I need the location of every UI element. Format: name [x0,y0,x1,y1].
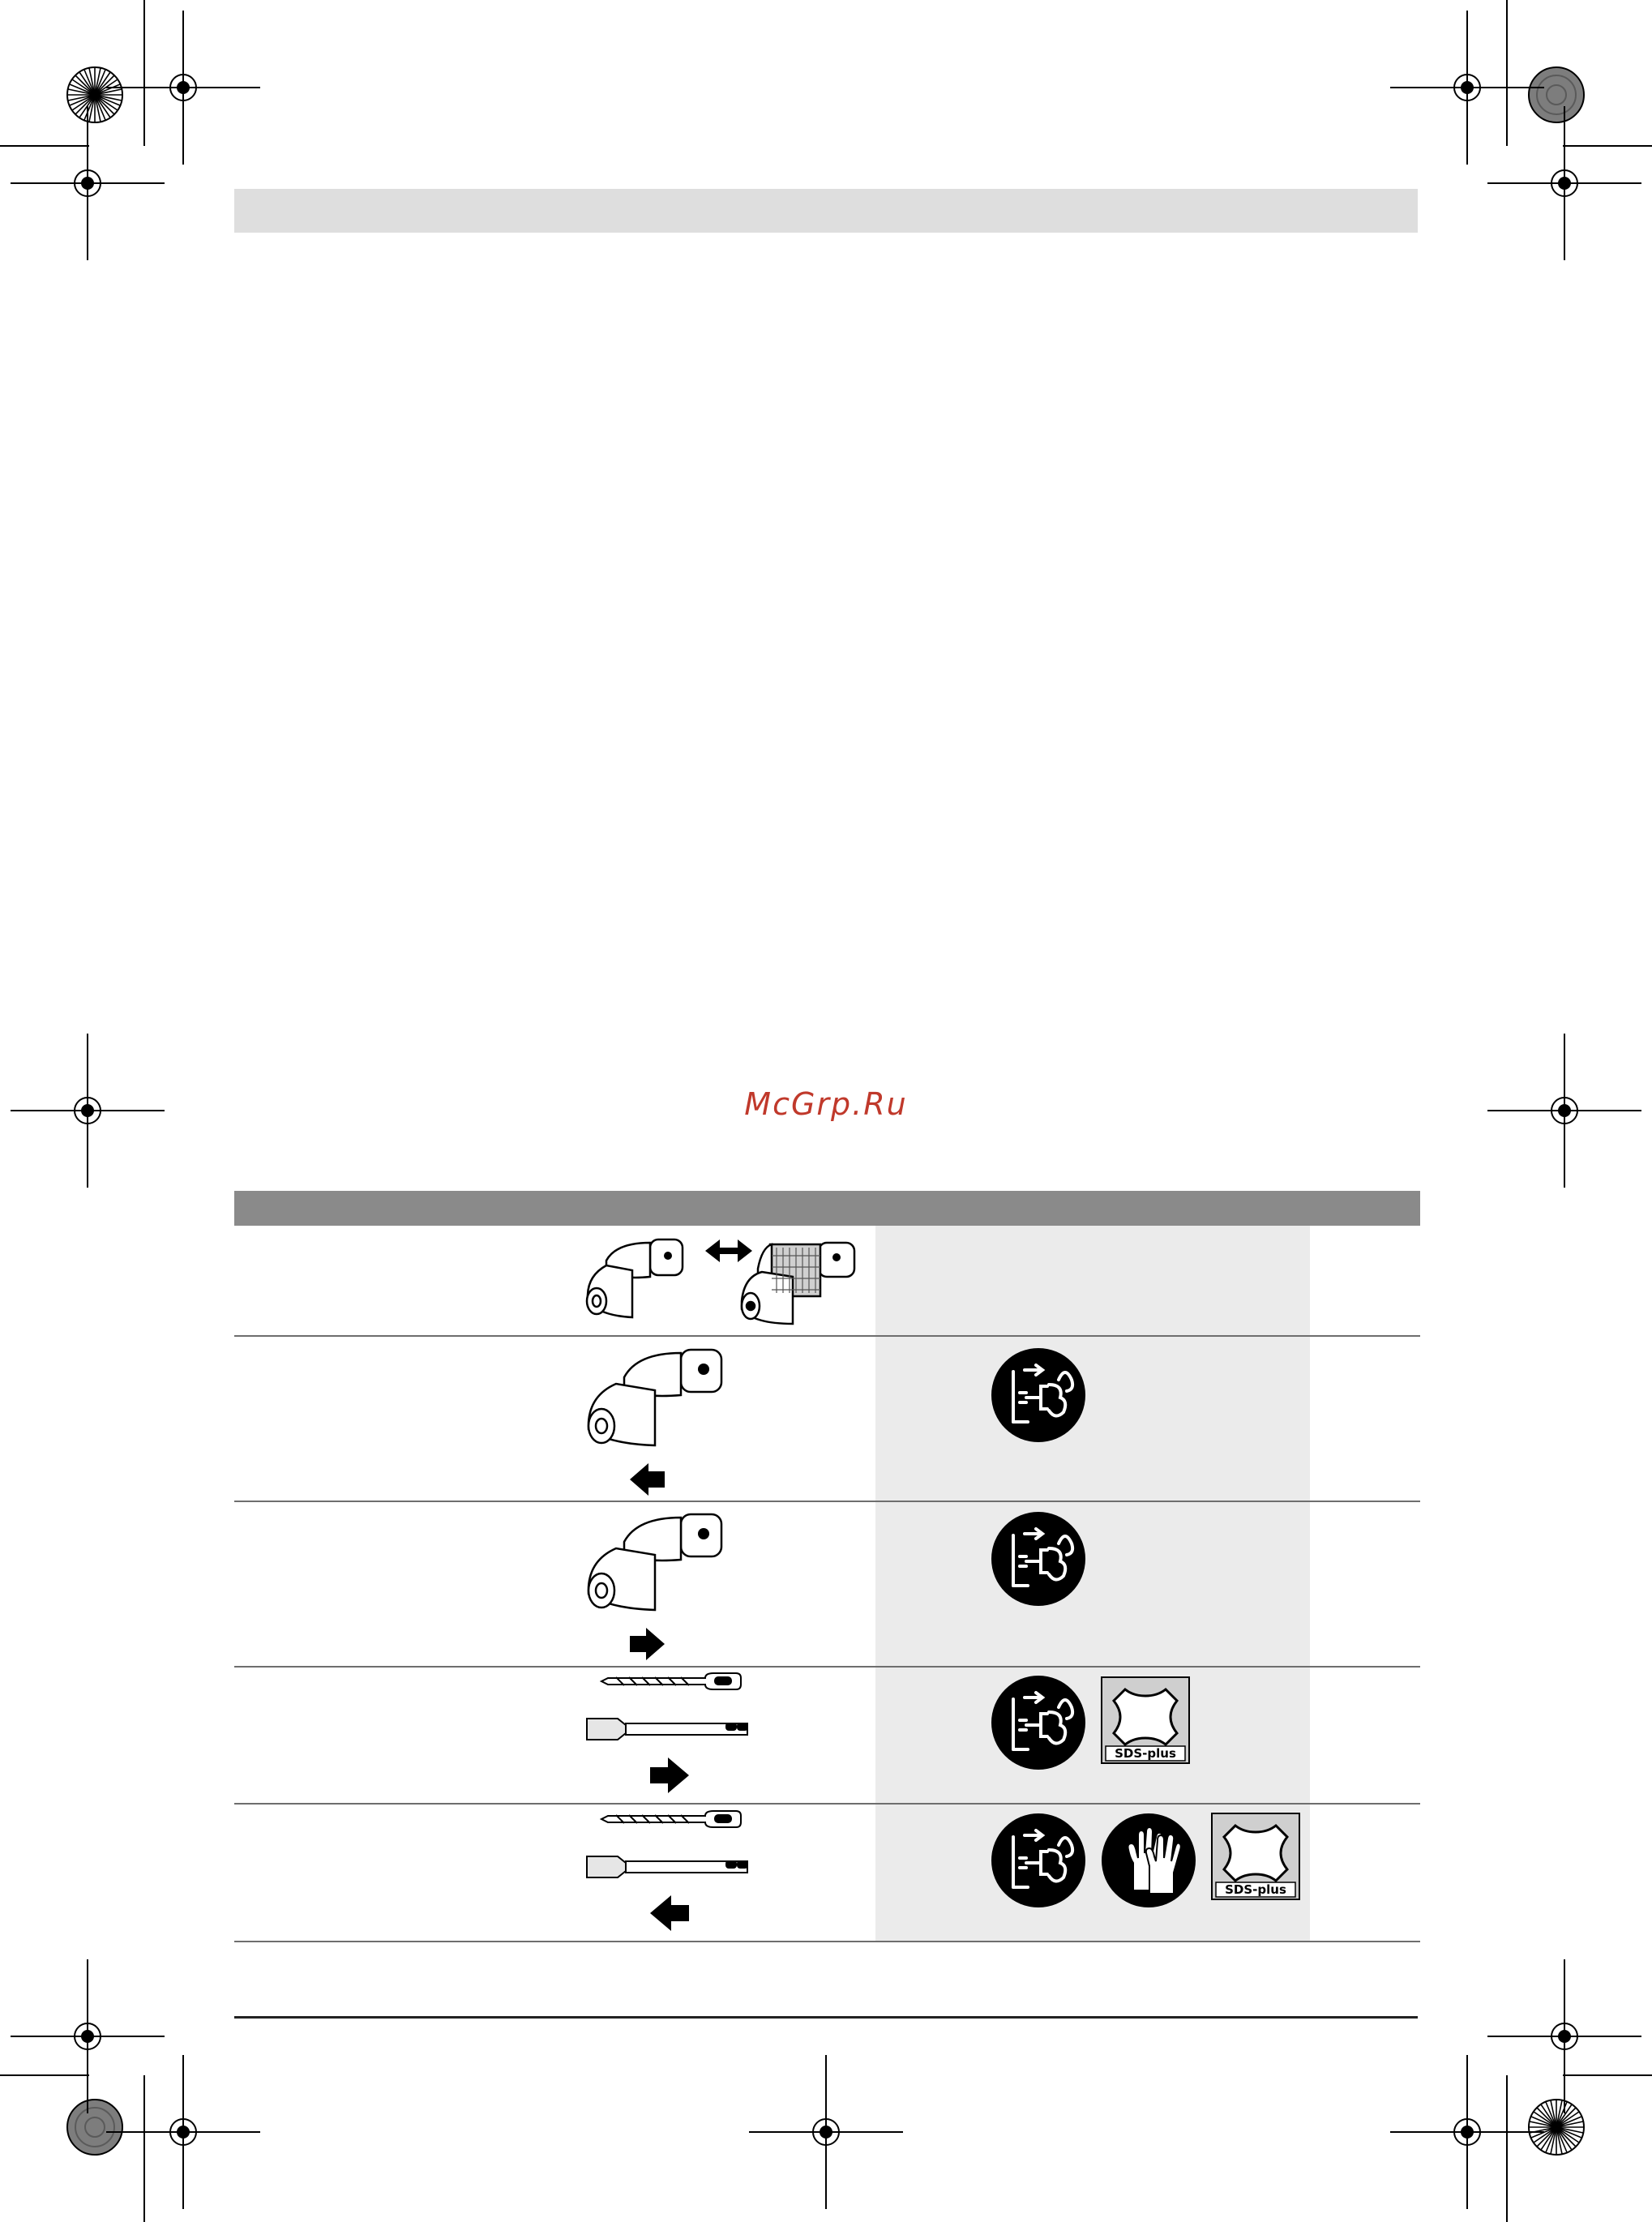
chuck-remove-illustration [584,1342,730,1501]
gloves-icon [1101,1813,1196,1908]
unplug-icon [991,1813,1086,1908]
arrow-right-icon [650,1757,689,1793]
footer-rule [234,2016,1418,2019]
drill-chuck-swap-illustration [584,1228,863,1334]
row-divider [234,1501,1420,1502]
bit-insert-illustration [584,1670,762,1801]
chuck-insert-illustration [584,1506,730,1665]
unplug-icon [991,1511,1086,1607]
table-header [234,1191,1420,1226]
sds-plus-label: SDS-plus [1225,1882,1286,1897]
unplug-icon [991,1347,1086,1443]
row-divider [234,1941,1420,1942]
row-divider [234,1666,1420,1668]
watermark: McGrp.Ru [744,1086,908,1122]
arrow-right-icon [630,1628,665,1660]
row-divider [234,1335,1420,1337]
unplug-icon [991,1675,1086,1770]
sds-plus-icon [1211,1813,1300,1900]
bit-remove-illustration [584,1808,762,1939]
arrow-left-icon [650,1895,689,1931]
header-bar [234,189,1418,233]
row-divider [234,1803,1420,1805]
sds-plus-label: SDS-plus [1115,1746,1176,1761]
arrow-left-icon [630,1463,665,1496]
sds-plus-icon [1101,1676,1190,1764]
